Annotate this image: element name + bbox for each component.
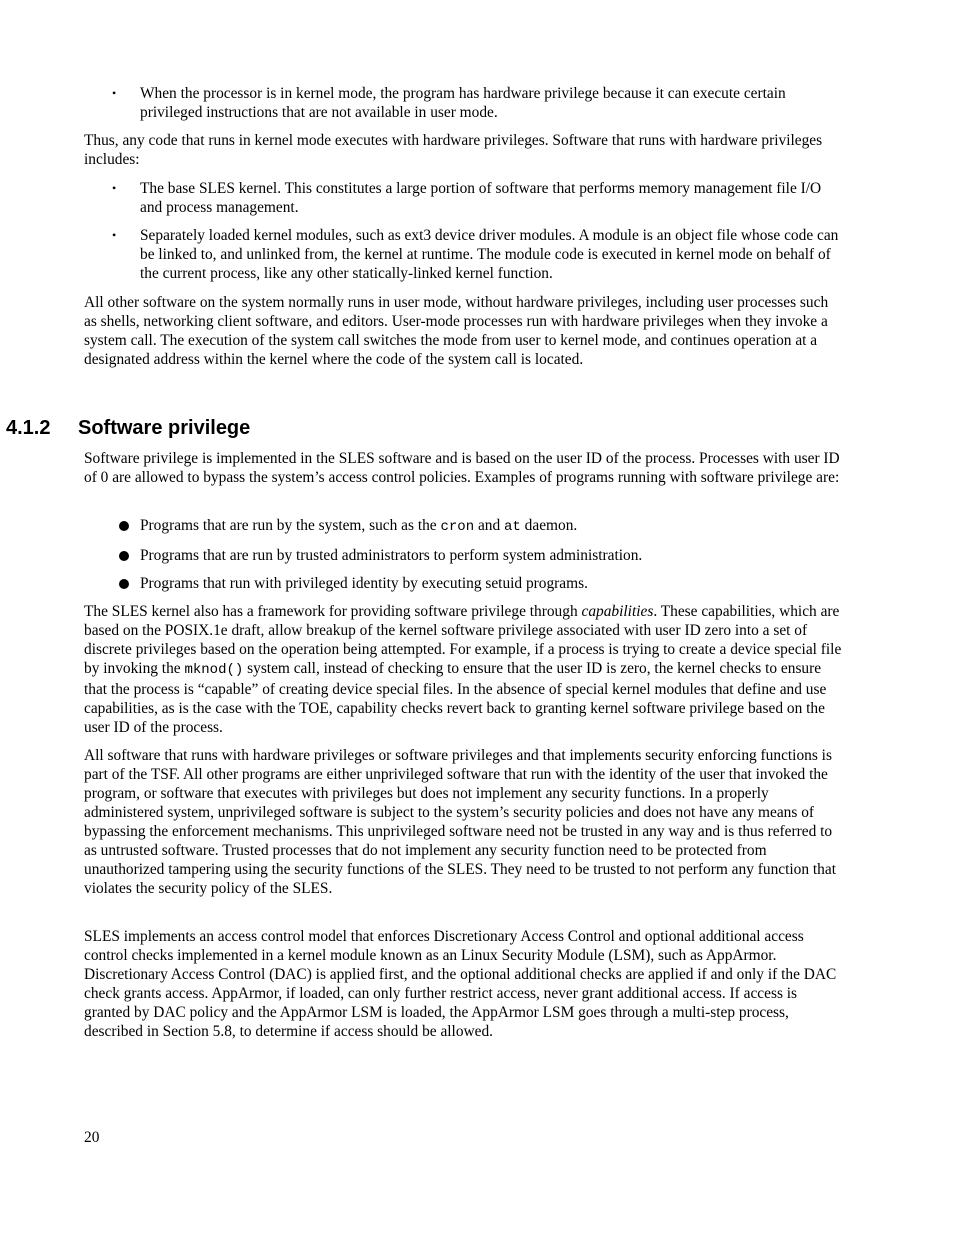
bullet-text: Programs that run with privileged identity by executing setuid programs. (140, 575, 588, 592)
paragraph-tsf: All software that runs with hardware privileges or software privileges and that implements security enforcing functions is part of the TSF. All other programs are either unprivileged software that run with the identity of the user that invoked the program, or software that executes with privileges but does not implement any security functions. In a properly administered system, unprivileged software is subject to the system’s security policies and does not have any means of bypassing the enforcement mechanisms. This unprivileged software need not be trusted in any way and is thus referred to as untrusted software. Trusted processes that do not implement any security function need to be protected from unauthorized tampering using the security functions of the SLES. They need to be trusted to not perform any function that violates the security policy of the SLES. (84, 747, 836, 897)
bullet-text: Separately loaded kernel modules, such as ext3 device driver modules. A module is an object file whose code can be linked to, and unlinked from, the kernel at runtime. The module code is executed in kernel mode on behalf of the current process, like any other statically-linked kernel function. (140, 227, 839, 282)
bullet-marker: • (112, 181, 117, 195)
paragraph-capabilities: The SLES kernel also has a framework for providing software privilege through capabilities. These capabilities, which are based on the POSIX.1e draft, allow breakup of the kernel software privilege associated with user ID zero into a set of discrete privileges based on the operation being attempted. For example, if a process is trying to create a device special file by invoking the mknod() system call, instead of checking to ensure that the user ID is zero, the kernel checks to ensure that the process is “capable” of creating device special files. In the absence of special kernel modules that define and use capabilities, as is the case with the TOE, capability checks revert back to granting kernel software privilege based on the user ID of the process. (84, 603, 842, 736)
bullet-text: Programs that are run by trusted administrators to perform system administration. (140, 547, 643, 564)
section-number: 4.1.2 (6, 417, 51, 439)
bullet-text: When the processor is in kernel mode, the program has hardware privilege because it can execute certain privileged instructions that are not available in user mode. (140, 85, 786, 121)
paragraph-user-mode: All other software on the system normally runs in user mode, without hardware privileges, including user processes such as shells, networking client software, and editors. User-mode processes run with hardware privileges when they invoke a system call. The execution of the system call switches the mode from user to kernel mode, and continues operation at a designated address within the kernel where the code of the system call is located. (84, 294, 829, 368)
paragraph-access-control: SLES implements an access control model that enforces Discretionary Access Control and optional additional access control checks implemented in a kernel module known as an Linux Security Module (LSM), such as AppArmor. Discretionary Access Control (DAC) is applied first, and the optional additional checks are applied if and only if the DAC check grants access. AppArmor, if loaded, can only further restrict access, never grant additional access. If access is granted by DAC policy and the AppArmor LSM is loaded, the AppArmor LSM goes through a multi-step process, described in Section 5.8, to determine if access should be allowed. (84, 928, 837, 1040)
page-number: 20 (84, 1129, 100, 1146)
section-title: Software privilege (78, 417, 251, 439)
bullet-marker: • (112, 228, 117, 242)
bullet-disc-icon (119, 579, 129, 589)
paragraph-sw-intro: Software privilege is implemented in the SLES software and is based on the user ID of the process. Processes with user ID of 0 are allowed to bypass the system’s access control policies. Examples of programs running with software privilege are: (84, 450, 840, 486)
bullet-marker: • (112, 86, 117, 100)
bullet-text: Programs that are run by the system, such as the cron and at daemon. (140, 517, 578, 535)
code-mknod: mknod() (184, 662, 244, 678)
bullet-disc-icon (119, 521, 129, 531)
bullet-text: The base SLES kernel. This constitutes a large portion of software that performs memory management file I/O and process management. (140, 180, 822, 216)
code-at: at (504, 519, 521, 535)
code-cron: cron (440, 519, 475, 535)
bullet-disc-icon (119, 551, 129, 561)
emphasis-capabilities: capabilities (581, 603, 654, 620)
paragraph-hw-intro: Thus, any code that runs in kernel mode executes with hardware privileges. Software that runs with hardware privileges includes: (84, 132, 823, 168)
section-heading (6, 416, 250, 440)
